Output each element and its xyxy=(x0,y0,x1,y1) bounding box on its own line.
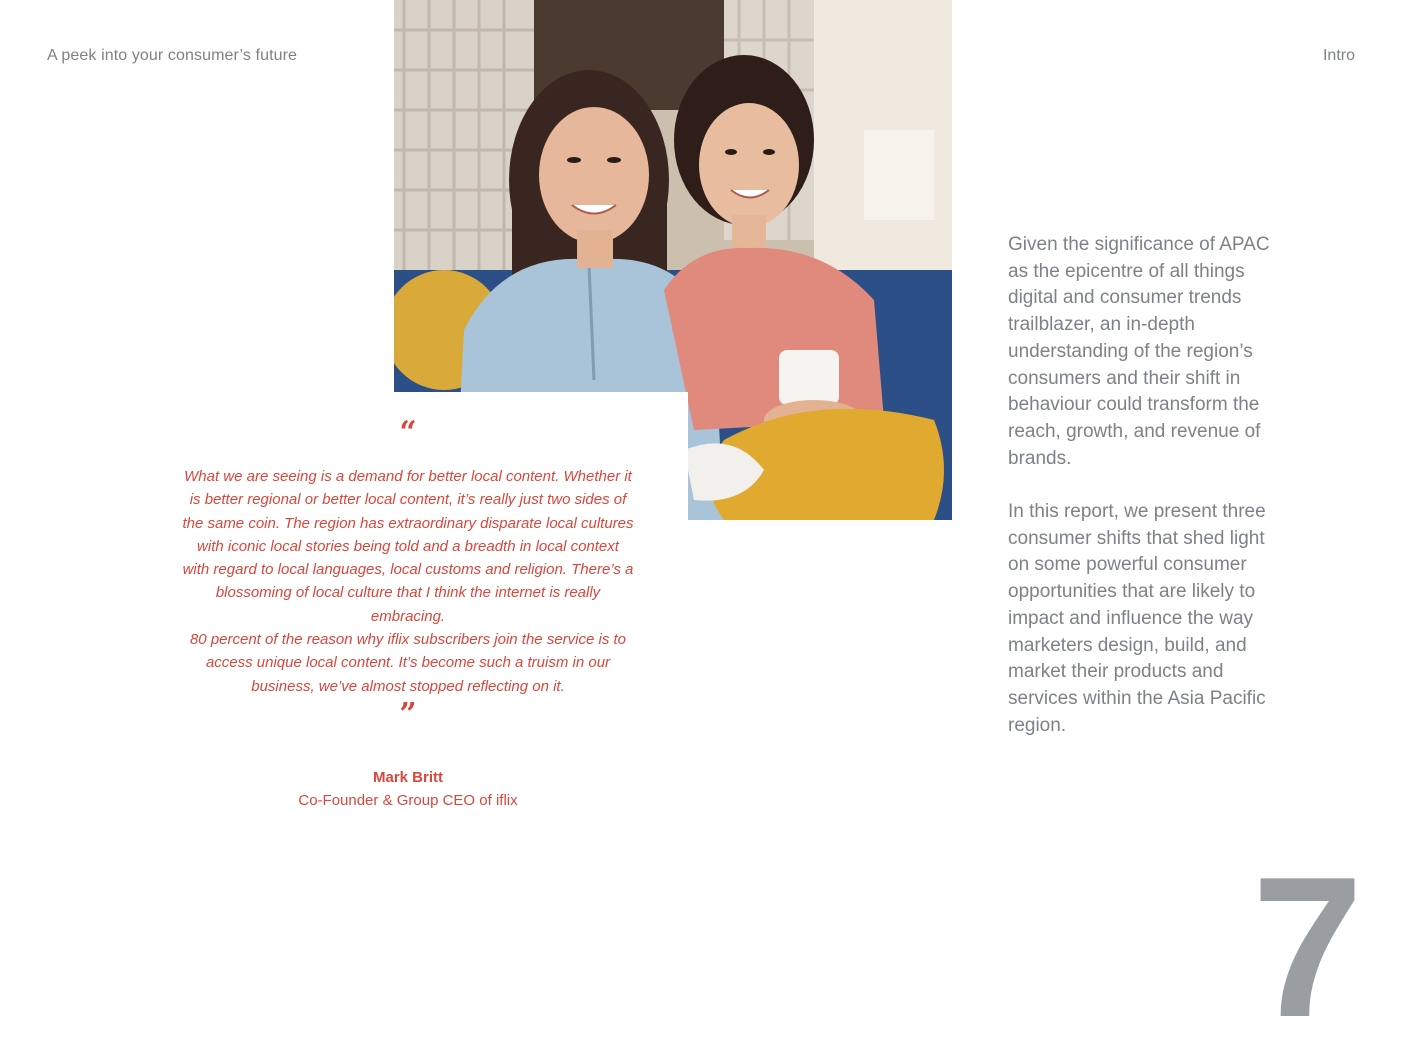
intro-paragraph: Given the significance of APAC as the epicentre of all things digital and consumer trends trailblazer, an in-depth understanding of the region’s consumers and their shift in behaviour could transform the reach, growth, and revenue of brands. xyxy=(1008,234,1270,469)
open-quote-icon: “ xyxy=(399,415,417,450)
intro-paragraph: In this report, we present three consumer shifts that shed light on some powerful consumer opportunities that are likely to impact and influence the way marketers design, build, and market their products and services within the Asia Pacific region. xyxy=(1008,501,1266,736)
intro-body xyxy=(1008,232,1278,766)
quote-block xyxy=(182,465,634,698)
quote-paragraph: 80 percent of the reason why iflix subscribers join the service is to access unique local content. It’s become such a truism in our business, we’ve almost stopped reflecting on it. xyxy=(189,631,627,695)
close-quote-icon: ” xyxy=(399,697,417,732)
section-label: Intro xyxy=(1322,47,1355,64)
report-title: A peek into your consumer’s future xyxy=(47,47,298,64)
page-number: 7 xyxy=(1252,836,1364,1059)
quote-author-name: Mark Britt xyxy=(372,769,443,786)
quote-author-title: Co-Founder & Group CEO of iflix xyxy=(298,792,518,809)
quote-paragraph: What we are seeing is a demand for better local content. Whether it is better regional or better local content, it’s really just two sides of the same coin. The region has extraordinary disparate local cultures with iconic local stories being told and a breadth in local context with regard to local languages, local customs and religion. There’s a blossoming of local culture that I think the internet is really embracing. xyxy=(182,468,634,625)
